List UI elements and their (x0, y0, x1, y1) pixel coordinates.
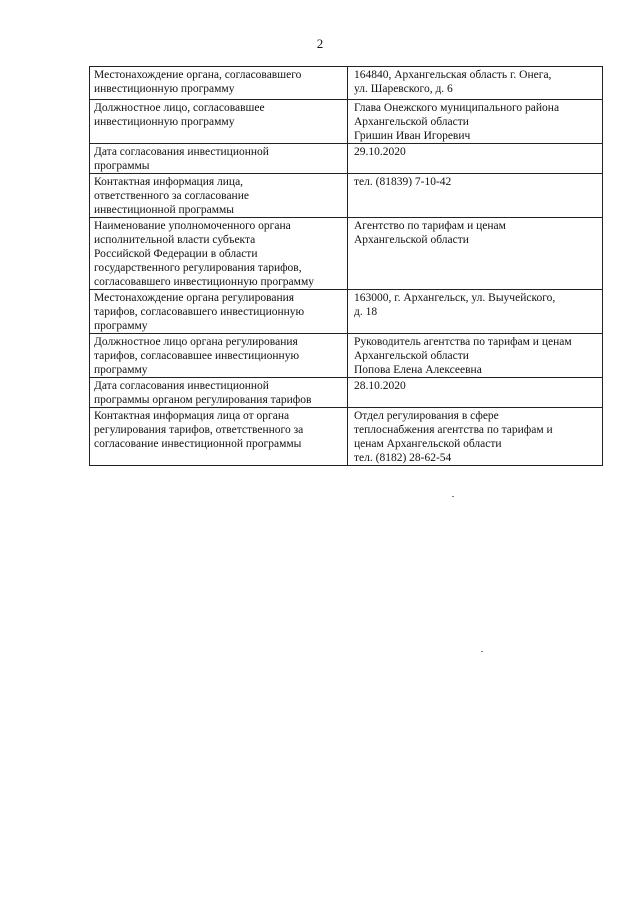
table-row (90, 174, 603, 218)
row-value-cell (348, 144, 603, 174)
row-value-line: Архангельской области (354, 350, 469, 362)
row-value-line: Агентство по тарифам и ценам (354, 220, 506, 232)
row-label-cell (90, 218, 348, 290)
row-label-line: ответственного за согласование (94, 190, 249, 202)
row-label-line: инвестиционную программу (94, 83, 235, 95)
table-row (90, 408, 603, 466)
row-value-line: 163000, г. Архангельск, ул. Выучейского, (354, 292, 556, 304)
row-value-line: 164840, Архангельская область г. Онега, (354, 69, 552, 81)
row-label-line: программы органом регулирования тарифов (94, 394, 312, 406)
row-value-cell (348, 67, 603, 100)
row-label-line: программу (94, 320, 148, 332)
table-row (90, 290, 603, 334)
row-label-line: Должностное лицо органа регулирования (94, 336, 298, 348)
row-label-line: государственного регулирования тарифов, (94, 262, 302, 274)
table-row (90, 334, 603, 378)
row-value-line: Гришин Иван Игоревич (354, 130, 471, 142)
row-label-cell (90, 144, 348, 174)
row-label-cell (90, 334, 348, 378)
row-label-line: Контактная информация лица, (94, 176, 244, 188)
row-label-cell (90, 408, 348, 466)
row-label-line: программы (94, 160, 150, 172)
table-row (90, 218, 603, 290)
row-label-line: инвестиционной программы (94, 204, 234, 216)
row-value-line: д. 18 (354, 306, 378, 318)
table-row (90, 144, 603, 174)
row-value-cell (348, 378, 603, 408)
row-value-cell (348, 334, 603, 378)
table-body (90, 67, 603, 466)
row-label-line: Контактная информация лица от органа (94, 410, 290, 422)
table-row (90, 378, 603, 408)
row-label-line: Местонахождение органа, согласовавшего (94, 69, 302, 81)
row-label-line: согласовавшего инвестиционную программу (94, 276, 314, 288)
row-value-cell (348, 408, 603, 466)
row-value-line: ул. Шаревского, д. 6 (354, 83, 453, 95)
row-label-line: инвестиционную программу (94, 116, 235, 128)
row-value-line: Попова Елена Алексеевна (354, 364, 482, 376)
scan-speck (452, 496, 454, 497)
row-label-line: тарифов, согласовавшего инвестиционную (94, 306, 305, 318)
row-label-line: согласование инвестиционной программы (94, 438, 302, 450)
row-value-cell (348, 290, 603, 334)
row-value-line: Архангельской области (354, 116, 469, 128)
investment-program-approval-table (89, 66, 603, 466)
row-value-line: Глава Онежского муниципального района (354, 102, 560, 114)
row-label-line: регулирования тарифов, ответственного за (94, 424, 304, 436)
table-row (90, 67, 603, 100)
row-label-line: Местонахождение органа регулирования (94, 292, 295, 304)
table-row (90, 100, 603, 144)
row-label-cell (90, 174, 348, 218)
row-label-line: Дата согласования инвестиционной (94, 380, 269, 392)
row-value-line: тел. (81839) 7-10-42 (354, 176, 452, 188)
row-label-line: тарифов, согласовавшее инвестиционную (94, 350, 300, 362)
row-label-line: Наименование уполномоченного органа (94, 220, 291, 232)
row-value-line: ценам Архангельской области (354, 438, 502, 450)
row-value-cell (348, 174, 603, 218)
row-label-line: исполнительной власти субъекта (94, 234, 256, 246)
row-label-cell (90, 100, 348, 144)
row-value-line: тел. (8182) 28-62-54 (354, 452, 452, 464)
row-label-cell (90, 290, 348, 334)
row-value-line: Архангельской области (354, 234, 469, 246)
row-label-line: программу (94, 364, 148, 376)
row-value-cell (348, 218, 603, 290)
row-value-line: 29.10.2020 (354, 146, 406, 158)
row-value-line: 28.10.2020 (354, 380, 406, 392)
row-value-line: теплоснабжения агентства по тарифам и (354, 424, 553, 436)
row-label-line: Дата согласования инвестиционной (94, 146, 269, 158)
row-label-cell (90, 378, 348, 408)
row-value-line: Отдел регулирования в сфере (354, 410, 499, 422)
page-number: 2 (316, 36, 324, 51)
row-label-line: Российской Федерации в области (94, 248, 258, 260)
row-value-line: Руководитель агентства по тарифам и ценам (354, 336, 572, 348)
scan-speck (481, 651, 483, 652)
row-label-line: Должностное лицо, согласовавшее (94, 102, 265, 114)
row-label-cell (90, 67, 348, 100)
row-value-cell (348, 100, 603, 144)
